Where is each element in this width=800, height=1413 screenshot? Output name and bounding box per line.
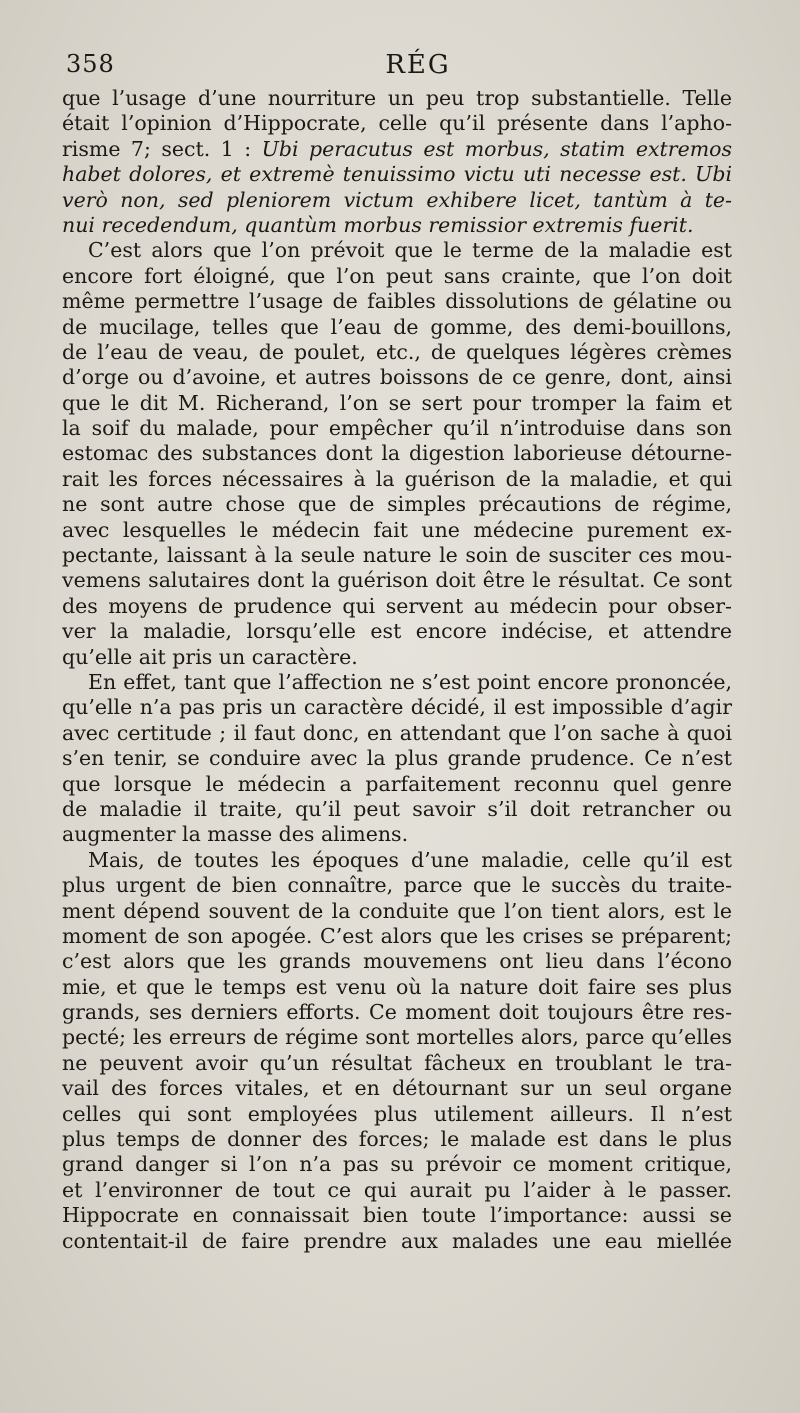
text-line <box>62 518 732 543</box>
line-latin-quote: verò non, sed pleniorem victum exhibere licet, tantùm à te- <box>62 187 732 212</box>
line-text: plus urgent de bien connaître, parce que le succès du traite- <box>62 873 732 898</box>
line-text: plus temps de donner des forces; le malade est dans le plus <box>62 1127 732 1152</box>
text-line <box>62 416 732 441</box>
line-text: même permettre l’usage de faibles dissolutions de gélatine ou <box>62 289 732 314</box>
line-text: était l’opinion d’Hippocrate, celle qu’il présente dans l’apho- <box>62 111 732 136</box>
line-text: augmenter la masse des alimens. <box>62 822 409 847</box>
text-line <box>62 1025 732 1050</box>
line-text: moment de son apogée. C’est alors que les crises se préparent; <box>62 923 732 948</box>
line-text: grands, ses derniers efforts. Ce moment doit toujours être res- <box>62 1000 732 1025</box>
text-line <box>62 1102 732 1127</box>
text-line <box>62 86 732 111</box>
text-line <box>62 543 732 568</box>
line-text: que lorsque le médecin a parfaitement reconnu quel genre <box>62 771 732 796</box>
text-line <box>62 162 732 187</box>
text-line <box>62 1127 732 1152</box>
text-line <box>62 289 732 314</box>
text-line <box>62 975 732 1000</box>
page-number: 358 <box>66 50 115 78</box>
text-line <box>62 695 732 720</box>
text-line <box>62 721 732 746</box>
text-line <box>62 746 732 771</box>
text-line <box>62 1000 732 1025</box>
line-text: mie, et que le temps est venu où la nature doit faire ses plus <box>62 974 732 999</box>
text-line <box>62 873 732 898</box>
line-text: de maladie il traite, qu’il peut savoir s’il doit retrancher ou <box>62 796 732 821</box>
line-text: ver la maladie, lorsqu’elle est encore indécise, et attendre <box>62 619 732 644</box>
text-line <box>62 391 732 416</box>
line-text: vail des forces vitales, et en détournant sur un seul organe <box>62 1076 732 1101</box>
text-line <box>62 670 732 695</box>
line-text: ne sont autre chose que de simples précautions de régime, <box>62 492 732 517</box>
line-text: encore fort éloigné, que l’on peut sans crainte, que l’on doit <box>62 263 732 288</box>
line-text: c’est alors que les grands mouvemens ont lieu dans l’écono <box>62 949 732 974</box>
line-text: de l’eau de veau, de poulet, etc., de quelques légères crèmes <box>62 339 732 364</box>
text-line <box>62 568 732 593</box>
line-text: ment dépend souvent de la conduite que l’on tient alors, est le <box>62 898 732 923</box>
line-text: et l’environner de tout ce qui aurait pu l’aider à le passer. <box>62 1177 732 1202</box>
text-line <box>62 1178 732 1203</box>
line-text: que le dit M. Richerand, l’on se sert pour tromper la faim et <box>62 390 732 415</box>
line-text: celles qui sont employées plus utilement ailleurs. Il n’est <box>62 1101 732 1126</box>
text-line <box>62 848 732 873</box>
text-line <box>62 949 732 974</box>
text-line <box>62 467 732 492</box>
line-text: pectante, laissant à la seule nature le soin de susciter ces mou- <box>62 543 732 568</box>
line-text: avec lesquelles le médecin fait une médecine purement ex- <box>62 517 732 542</box>
line-text: grand danger si l’on n’a pas su prévoir ce moment critique, <box>62 1152 732 1177</box>
text-line <box>62 1051 732 1076</box>
text-line <box>62 619 732 644</box>
text-line <box>62 924 732 949</box>
line-latin-quote: Ubi peracutus est morbus, statim extremos <box>261 136 732 161</box>
text-line <box>62 899 732 924</box>
text-line <box>62 594 732 619</box>
line-latin-quote: habet dolores, et extremè tenuissimo victu uti necesse est. Ubi <box>62 162 732 187</box>
text-line <box>62 340 732 365</box>
text-line <box>62 365 732 390</box>
text-line <box>62 111 732 136</box>
text-line <box>62 238 732 263</box>
running-head: RÉG <box>385 50 451 80</box>
text-line <box>62 1203 732 1228</box>
line-text: vemens salutaires dont la guérison doit être le résultat. Ce sont <box>62 568 732 593</box>
line-text: de mucilage, telles que l’eau de gomme, des demi-bouillons, <box>62 314 732 339</box>
text-line <box>62 137 732 162</box>
line-text: estomac des substances dont la digestion laborieuse détourne- <box>62 441 732 466</box>
text-line <box>62 315 732 340</box>
line-text: la soif du malade, pour empêcher qu’il n’introduise dans son <box>62 416 732 441</box>
text-line <box>62 1076 732 1101</box>
text-line <box>62 492 732 517</box>
text-line <box>62 441 732 466</box>
line-text: pecté; les erreurs de régime sont mortelles alors, parce qu’elles <box>62 1025 732 1050</box>
line-text: C’est alors que l’on prévoit que le terme de la maladie est <box>88 238 732 263</box>
line-text: Mais, de toutes les époques d’une maladie, celle qu’il est <box>88 847 732 872</box>
text-line <box>62 645 732 670</box>
text-line <box>62 264 732 289</box>
line-text: d’orge ou d’avoine, et autres boissons de ce genre, dont, ainsi <box>62 365 732 390</box>
line-text: En effet, tant que l’affection ne s’est point encore prononcée, <box>88 669 732 694</box>
line-text: ne peuvent avoir qu’un résultat fâcheux en troublant le tra- <box>62 1050 732 1075</box>
line-text: risme 7; sect. 1 : <box>62 136 262 161</box>
text-line <box>62 772 732 797</box>
line-text: des moyens de prudence qui servent au médecin pour obser- <box>62 593 732 618</box>
page-header <box>66 50 730 82</box>
line-text: Hippocrate en connaissait bien toute l’importance: aussi se <box>62 1203 732 1228</box>
text-line <box>62 188 732 213</box>
body-text <box>62 86 732 1254</box>
text-line <box>62 822 732 847</box>
line-text: qu’elle n’a pas pris un caractère décidé, il est impossible d’agir <box>62 695 732 720</box>
line-text: qu’elle ait pris un caractère. <box>62 644 358 669</box>
line-text: rait les forces nécessaires à la guérison de la maladie, et qui <box>62 466 732 491</box>
text-line <box>62 797 732 822</box>
text-line <box>62 1152 732 1177</box>
line-latin-quote: nui recedendum, quantùm morbus remissior extremis fuerit. <box>62 212 694 237</box>
line-text: avec certitude ; il faut donc, en attendant que l’on sache à quoi <box>62 720 732 745</box>
text-line <box>62 213 732 238</box>
line-text: s’en tenir, se conduire avec la plus grande prudence. Ce n’est <box>62 746 732 771</box>
line-text: contentait-il de faire prendre aux malades une eau miellée <box>62 1228 732 1253</box>
line-text: que l’usage d’une nourriture un peu trop substantielle. Telle <box>62 86 732 110</box>
text-line <box>62 1229 732 1254</box>
